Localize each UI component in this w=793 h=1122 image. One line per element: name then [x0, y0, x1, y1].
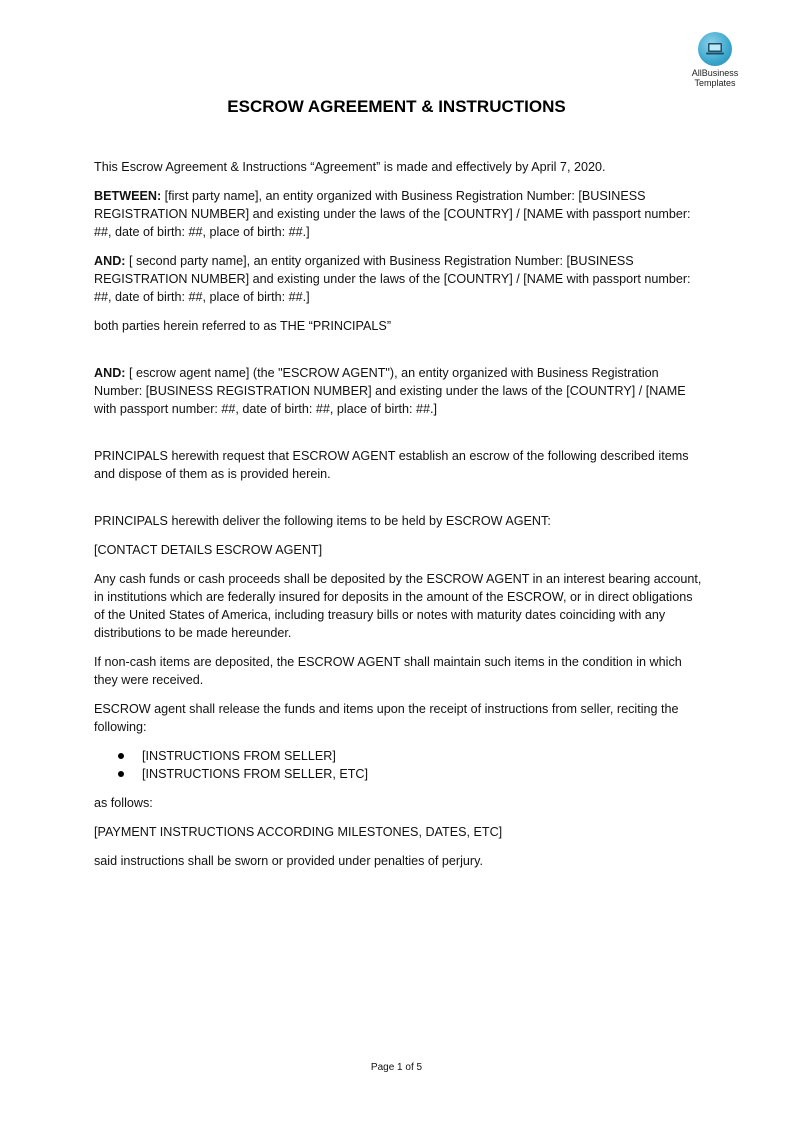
laptop-icon	[698, 32, 732, 66]
release-paragraph: ESCROW agent shall release the funds and items upon the receipt of instructions from seller, reciting the following:	[94, 702, 679, 734]
sworn-paragraph: said instructions shall be sworn or provided under penalties of perjury.	[94, 854, 483, 868]
contact-paragraph: [CONTACT DETAILS ESCROW AGENT]	[94, 543, 323, 557]
second-party-text: [ second party name], an entity organized with Business Registration Number: [BUSINESS REGISTRATION NUMBER] and existing under the laws of the [COUNTRY] / [NAME with passport number: ##, date of birth: ##, place of birth: ##.]	[94, 254, 691, 304]
escrow-agent-text: [ escrow agent name] (the "ESCROW AGENT"), an entity organized with Business Registration Number: [BUSINESS REGISTRATION NUMBER] and existing under the laws of the [COUNTRY] / [NAME with passport number: ##, date of birth: ##, place of birth: ##.]	[94, 366, 686, 416]
second-party-paragraph	[94, 252, 704, 306]
payment-paragraph: [PAYMENT INSTRUCTIONS ACCORDING MILESTONES, DATES, ETC]	[94, 825, 503, 839]
document-title: ESCROW AGREEMENT & INSTRUCTIONS	[227, 97, 566, 116]
cash-paragraph: Any cash funds or cash proceeds shall be deposited by the ESCROW AGENT in an interest bearing account, in institutions which are federally insured for deposits in the amount of the ESCROW, or in direct obligations of the United States of America, including treasury bills or notes with maturity dates coinciding with any distributions to be made hereunder.	[94, 572, 702, 640]
document-body	[94, 158, 704, 870]
brand-line-1: AllBusiness	[691, 68, 739, 78]
as-follows-paragraph: as follows:	[94, 796, 153, 810]
brand-logo	[684, 32, 746, 88]
deliver-paragraph: PRINCIPALS herewith deliver the following items to be held by ESCROW AGENT:	[94, 514, 551, 528]
list-item: [INSTRUCTIONS FROM SELLER]	[94, 747, 704, 765]
between-text: [first party name], an entity organized with Business Registration Number: [BUSINESS REGISTRATION NUMBER] and existing under the laws of the [COUNTRY] / [NAME with passport number: ##, date of birth: ##, place of birth: ##.]	[94, 189, 691, 239]
between-label: BETWEEN:	[94, 189, 162, 203]
list-item: [INSTRUCTIONS FROM SELLER, ETC]	[94, 765, 704, 783]
escrow-agent-label: AND:	[94, 366, 126, 380]
request-paragraph: PRINCIPALS herewith request that ESCROW AGENT establish an escrow of the following described items and dispose of them as is provided herein.	[94, 449, 689, 481]
intro-paragraph: This Escrow Agreement & Instructions “Agreement” is made and effectively by April 7, 2020.	[94, 160, 606, 174]
second-party-label: AND:	[94, 254, 126, 268]
brand-name	[684, 68, 746, 88]
escrow-agent-paragraph	[94, 364, 704, 418]
principals-reference: both parties herein referred to as THE “PRINCIPALS”	[94, 319, 392, 333]
instructions-list	[94, 747, 704, 783]
between-paragraph	[94, 187, 704, 241]
noncash-paragraph: If non-cash items are deposited, the ESCROW AGENT shall maintain such items in the condition in which they were received.	[94, 655, 682, 687]
brand-line-2: Templates	[694, 78, 736, 88]
page-number: Page 1 of 5	[370, 1062, 423, 1073]
